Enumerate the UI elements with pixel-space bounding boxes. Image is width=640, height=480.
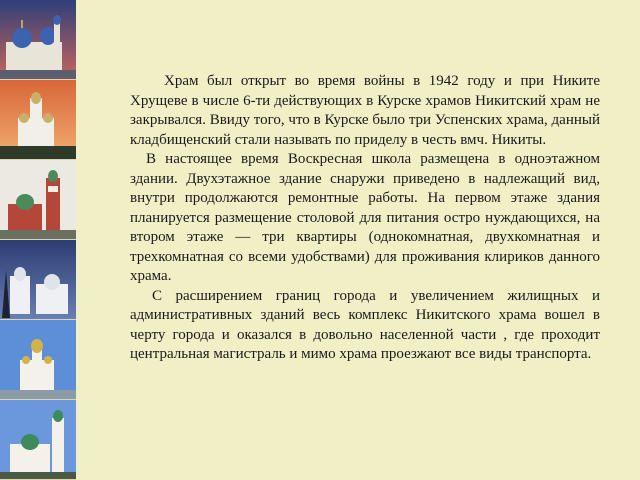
white-monastery-icon (0, 240, 76, 320)
church-photo-5 (0, 320, 76, 400)
gold-dome-church-icon (0, 320, 76, 400)
church-photo-3 (0, 160, 76, 240)
church-photo-4 (0, 240, 76, 320)
green-dome-church-icon (0, 400, 76, 480)
church-photo-1 (0, 0, 76, 80)
paragraph-history: Храм был открыт во время войны в 1942 году и при Никите Хрущеве в числе 6-ти действующих в Курске храмов Никитский храм не закрывался. Ввиду того, что в Курске было три Успенских храма, данный кладбищенский стали называть по приделу в честь вмч. Никиты. (130, 73, 600, 148)
paragraph-city-growth: С расширением границ города и увеличением жилищных и административных зданий весь комплекс Никитского храма вошел в черту города и оказался в довольно населенной части , где проходит центральная магистраль и мимо храма проезжают все виды транспорта. (130, 287, 600, 362)
church-photo-2 (0, 80, 76, 160)
paragraph-sunday-school: В настоящее время Воскресная школа размещена в одноэтажном здании. Двухэтажное здание снаружи приведено в надлежащий вид, внутри продолжаются ремонтные работы. На первом этаже здания планируется размещение столовой для питания остро нуждающихся, на втором этаже — три квартиры (однокомнатная, двухкомнатная и трехкомнатная со всеми удобствами) для проживания клириков данного храма. (130, 151, 600, 284)
church-photo-strip (0, 0, 76, 480)
church-photo-6 (0, 400, 76, 480)
cathedral-blue-domes-icon (0, 0, 76, 80)
white-church-sunset-icon (0, 80, 76, 160)
slide-text (130, 72, 600, 365)
red-bell-tower-icon (0, 160, 76, 240)
